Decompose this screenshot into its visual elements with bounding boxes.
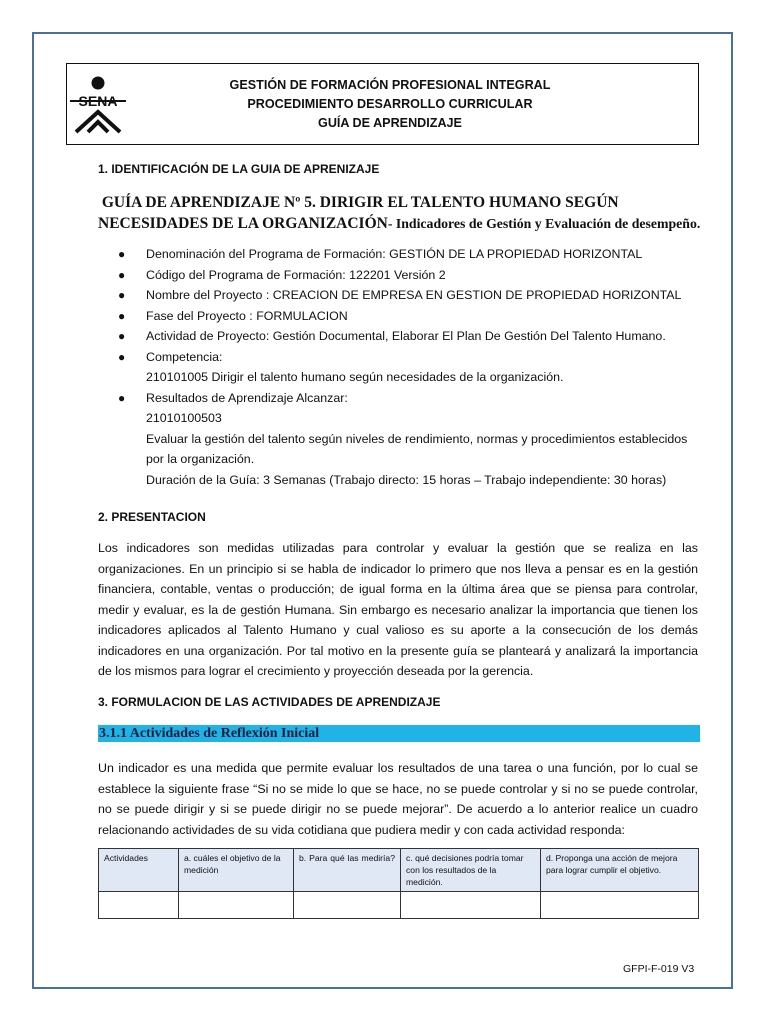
header-line-1: GESTIÓN DE FORMACIÓN PROFESIONAL INTEGRAL <box>229 78 551 92</box>
table-header-cell: c. qué decisiones podría tomar con los resultados de la medición. <box>401 849 541 892</box>
bullet-icon: ● <box>118 247 126 261</box>
table-cell[interactable] <box>541 892 699 919</box>
header-line-3: GUÍA DE APRENDIZAJE <box>318 116 462 130</box>
activity-subheading: 3.1.1 Actividades de Reflexión Inicial <box>98 725 700 742</box>
form-code: GFPI-F-019 V3 <box>623 963 695 975</box>
bullet-icon: ● <box>118 308 126 323</box>
header-title <box>150 76 630 133</box>
bullet-icon: ● <box>118 288 126 302</box>
section3-heading: 3. FORMULACION DE LAS ACTIVIDADES DE APRENDIZAJE <box>98 695 441 709</box>
sena-logo-text: SENA <box>78 93 118 109</box>
table-header-cell: a. cuáles el objetivo de la medición <box>179 849 294 892</box>
table-header-cell: Actividades <box>99 849 179 892</box>
section2-heading: 2. PRESENTACION <box>98 510 206 524</box>
bullet-icon: ● <box>118 349 126 364</box>
bullet-icon: ● <box>118 267 126 282</box>
duracion-text: Duración de la Guía: 3 Semanas (Trabajo directo: 15 horas – Trabajo independiente: 30 horas) <box>146 472 667 487</box>
bullet-icon: ● <box>118 329 126 343</box>
table-cell[interactable] <box>99 892 179 919</box>
table-header-row <box>99 849 699 892</box>
table-cell[interactable] <box>179 892 294 919</box>
program-details-list <box>118 244 708 490</box>
table-header-cell: d. Proponga una acción de mejora para lograr cumplir el objetivo. <box>541 849 699 892</box>
table-header-cell: b. Para qué las mediría? <box>294 849 401 892</box>
table-cell[interactable] <box>401 892 541 919</box>
table-row <box>99 892 699 919</box>
section2-body: Los indicadores son medidas utilizadas para controlar y evaluar la gestión que se realiza en las organizaciones. En un principio si se habla de indicador lo primero que nos lleva a pensar es en la gestión financiera, contable, ventas o producción; de igual forma en la última área que se piensa para controlar, medir y evaluar, es la de gestión Humana. Sin embargo es necesario analizar la importancia que tienen los indicadores aplicados al Talento Humano y cual valioso es su aporte a la consecución de los demás indicadores en una organización. Por tal motivo en la presente guía se planteará y analizará la importancia de los mismos para lograr el crecimiento y proyección deseada por la gerencia. <box>98 541 698 678</box>
guide-title-sub: - Indicadores de Gestión y Evaluación de desempeño. <box>387 216 701 231</box>
section3-body: Un indicador es una medida que permite evaluar los resultados de una tarea o una función, por lo cual se establece la siguiente frase “Si no se mide lo que se hace, no se puede controlar y si no se puede controlar, no se puede dirigir y si se puede dirigir no se puede mejorar”. De acuerdo a lo anterior realice un cuadro relacionando actividades de su vida cotidiana que pudiera medir y con cada actividad responda: <box>98 761 698 837</box>
table-cell[interactable] <box>294 892 401 919</box>
list-item: ● Código del Programa de Formación: 122201 Versión 2 <box>118 265 708 286</box>
list-item: ● Fase del Proyecto : FORMULACION <box>118 306 708 327</box>
bullet-icon: ● <box>118 390 126 405</box>
list-item: ● Actividad de Proyecto: Gestión Documental, Elaborar El Plan De Gestión Del Talento Humano. <box>118 326 708 347</box>
list-item-competencia: ● Competencia: 210101005 Dirigir el talento humano según necesidades de la organización. <box>118 347 708 388</box>
guide-title <box>98 192 704 234</box>
list-item: ● Nombre del Proyecto : CREACION DE EMPRESA EN GESTION DE PROPIEDAD HORIZONTAL <box>118 285 708 306</box>
activities-table <box>98 848 699 919</box>
section1-heading: 1. IDENTIFICACIÓN DE LA GUIA DE APRENIZAJE <box>98 162 380 176</box>
guide-title-main: GUÍA DE APRENDIZAJE Nº 5. DIRIGIR EL TALENTO HUMANO SEGÚN NECESIDADES DE LA ORGANIZACIÓN <box>98 194 619 232</box>
header-line-2: PROCEDIMIENTO DESARROLLO CURRICULAR <box>247 97 533 111</box>
list-item: ● Denominación del Programa de Formación: GESTIÓN DE LA PROPIEDAD HORIZONTAL <box>118 244 708 265</box>
list-item-resultados: ● Resultados de Aprendizaje Alcanzar: 21010100503 Evaluar la gestión del talento según niveles de rendimiento, normas y procedimientos establecidos por la organización. Duración de la Guía: 3 Semanas (Trabajo directo: 15 horas – Trabajo independiente: 30 horas) <box>118 388 708 491</box>
sena-logo <box>68 74 128 136</box>
